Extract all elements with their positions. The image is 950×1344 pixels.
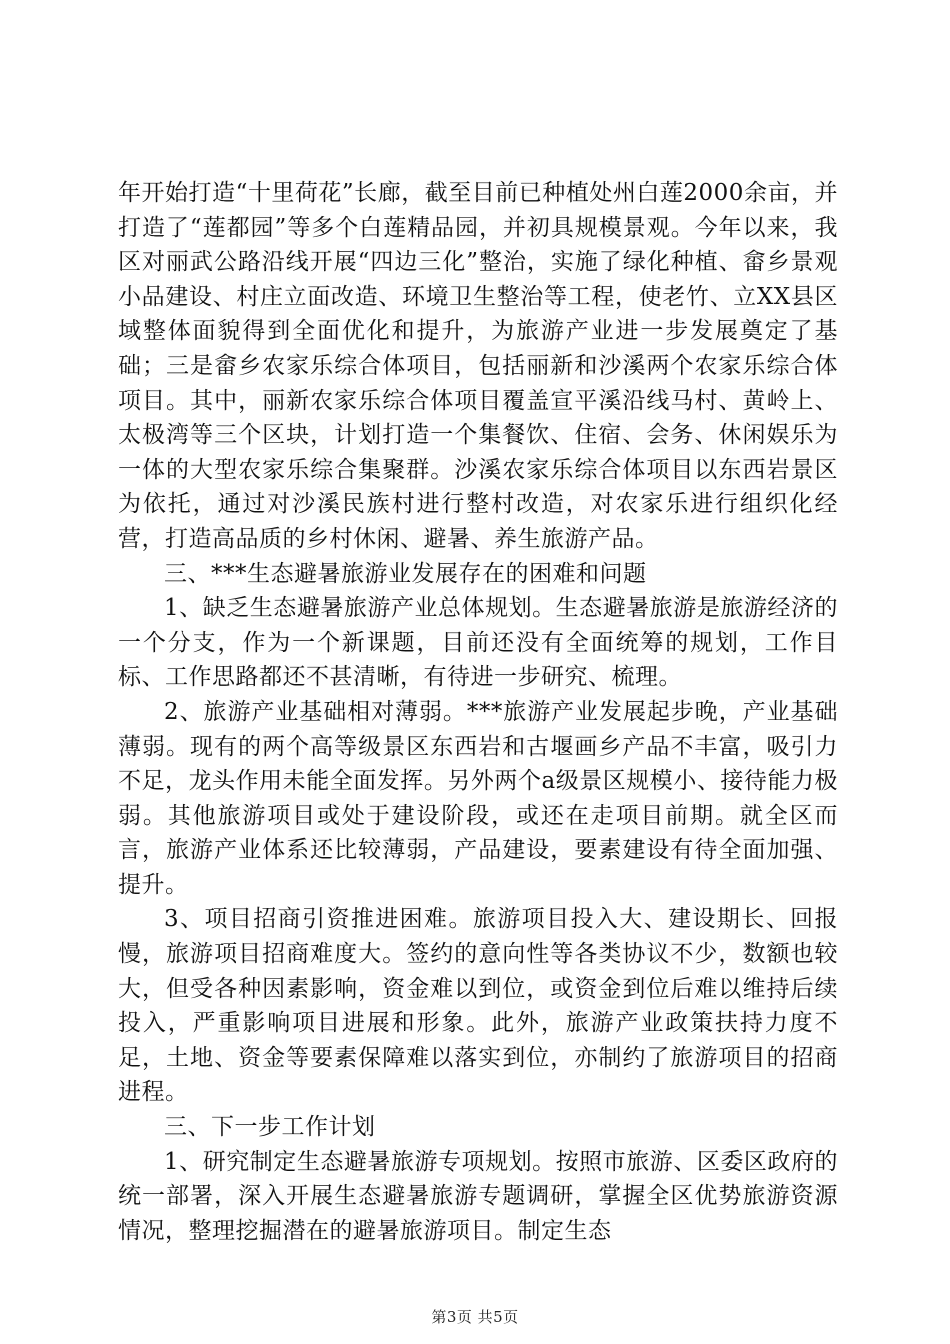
paragraph-problem-2: 2、旅游产业基础相对薄弱。***旅游产业发展起步晚，产业基础薄弱。现有的两个高等级景区东西岩和古堰画乡产品不丰富，吸引力不足，龙头作用未能全面发挥。另外两个a级景区规模小、接待能力极弱。其他旅游项目或处于建设阶段，或还在走项目前期。就全区而言，旅游产业体系还比较薄弱，产品建设，要素建设有待全面加强、提升。: [118, 698, 838, 898]
paragraph-problem-1: 1、缺乏生态避暑旅游产业总体规划。生态避暑旅游是旅游经济的一个分支，作为一个新课题，目前还没有全面统筹的规划，工作目标、工作思路都还不甚清晰，有待进一步研究、梳理。: [118, 595, 838, 691]
page-footer: 第3页 共5页: [431, 1308, 519, 1326]
document-body: [118, 176, 838, 1248]
paragraph-continuation: 年开始打造“十里荷花”长廊，截至目前已种植处州白莲2000余亩，并打造了“莲都园”等多个白莲精品园，并初具规模景观。今年以来，我区对丽武公路沿线开展“四边三化”整治，实施了绿化种植、畲乡景观小品建设、村庄立面改造、环境卫生整治等工程，使老竹、立XX县区域整体面貌得到全面优化和提升，为旅游产业进一步发展奠定了基础；三是畲乡农家乐综合体项目，包括丽新和沙溪两个农家乐综合体项目。其中，丽新农家乐综合体项目覆盖宣平溪沿线马村、黄岭上、太极湾等三个区块，计划打造一个集餐饮、住宿、会务、休闲娱乐为一体的大型农家乐综合集聚群。沙溪农家乐综合体项目以东西岩景区为依托，通过对沙溪民族村进行整村改造，对农家乐进行组织化经营，打造高品质的乡村休闲、避暑、养生旅游产品。: [118, 180, 838, 552]
section-heading-problems: 三、***生态避暑旅游业发展存在的困难和问题: [164, 560, 647, 587]
section-heading-next-steps: 三、下一步工作计划: [164, 1114, 376, 1141]
paragraph-problem-3: 3、项目招商引资推进困难。旅游项目投入大、建设期长、回报慢，旅游项目招商难度大。签约的意向性等各类协议不少，数额也较大，但受各种因素影响，资金难以到位，或资金到位后难以维持后续投入，严重影响项目进展和形象。此外，旅游产业政策扶持力度不足，土地、资金等要素保障难以落实到位，亦制约了旅游项目的招商进程。: [118, 906, 838, 1106]
paragraph-plan-1: 1、研究制定生态避暑旅游专项规划。按照市旅游、区委区政府的统一部署，深入开展生态避暑旅游专题调研，掌握全区优势旅游资源情况，整理挖掘潜在的避暑旅游项目。制定生态: [118, 1148, 838, 1244]
